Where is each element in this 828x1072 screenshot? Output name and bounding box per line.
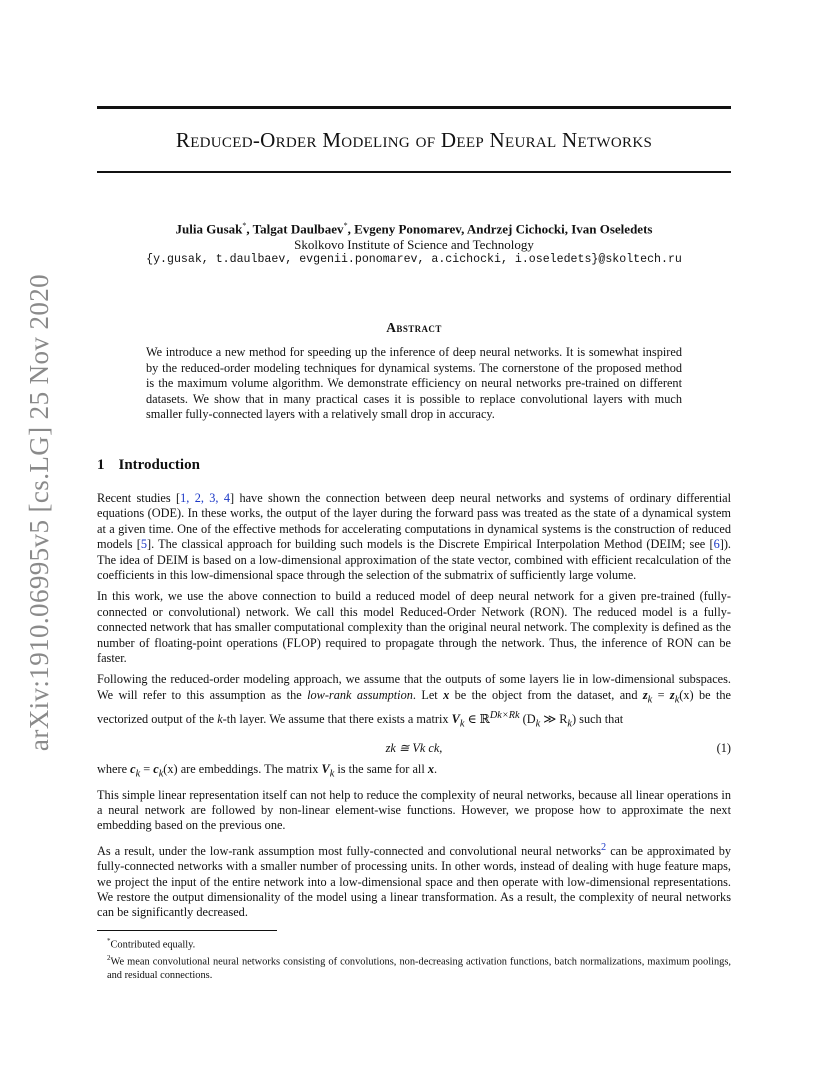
math-superscript: Dk×Rk [489,709,520,721]
text-run: ] have shown the connection between deep neural networks and systems of ordinary differential equations (ODE). In these works, the output of the layer during the forward pass was treated as the state of a dynamical system at a given time. One of the effective methods for accelerating computations in dynamical systems is the construction of reduced models [ [97,491,731,552]
title-top-rule [97,106,731,109]
author-names: , Evgeny Ponomarev, Andrzej Cichocki, Ivan Oseledets [347,221,653,237]
text-run: Following the reduced-order modeling approach, we assume that the outputs of some layers lie in low-dimensional subspaces. We will refer to this assumption as the [97,672,731,702]
equal-contribution-mark: * [343,221,348,230]
math-symbol: k [217,711,223,726]
author-list [97,221,731,237]
footnote-mark: * [107,937,111,945]
author-name: , Talgat Daulbaev [246,221,344,237]
footnote-text: We mean convolutional neural networks consisting of convolutions, non-decreasing activation functions, batch normalizations, maximum poolings, and residual connections. [107,956,731,981]
affiliation: Skolkovo Institute of Science and Technology [294,237,534,252]
footnote-rule [97,930,277,931]
text-run: (D [519,711,536,726]
math-subscript: k [329,768,335,780]
text-run: ∈ ℝ [464,711,490,726]
section-number: 1 [97,457,105,473]
section-title: Introduction [118,457,200,473]
math-symbol: x [427,761,434,776]
equation-1 [97,738,731,760]
text-run: (x) be the vectorized output of the [97,687,732,726]
body-text [97,491,731,927]
text-run: = [652,687,670,702]
text-run: (x) are embeddings. The matrix [163,761,322,776]
paragraph-5: This simple linear representation itself can not help to reduce the complexity of neural networks, because all linear operations in a neural network are followed by non-linear element-wise functions. However, we propose how to approximate the next embedding based on the previous one. [97,787,731,833]
text-run: As a result, under the low-rank assumption most fully-connected and convolutional neural networks [97,843,602,858]
footnote-link[interactable]: 2 [601,841,607,853]
citation-link[interactable]: 5 [140,537,147,552]
footnote-2 [97,952,731,981]
text-run: ]). The idea of DEIM is based on a low-dimensional approximation of the state vector, combined with efficient recalculation of the coefficients in this low-dimensional space through the selection of the submatrix of sufficiently large volume. [97,537,731,583]
math-symbol: c [130,761,136,776]
arxiv-id-text: arXiv:1910.06995v5 [cs.LG] 25 Nov 2020 [24,273,55,751]
paragraph-1 [97,491,731,583]
footnote-1 [97,935,731,951]
math-symbol: z [669,687,675,702]
text-run: ) such that [571,711,624,726]
text-run: is the same for all [334,761,428,776]
equation-number: (1) [716,740,731,755]
math-subscript: k [567,718,572,730]
citation-link[interactable]: 1, 2, 3, 4 [180,491,230,505]
text-run: where [97,761,131,776]
text-run: . [434,761,438,776]
title-bottom-rule [97,171,731,173]
arxiv-sidebar-stamp [20,272,60,752]
text-run: be the object from the dataset, and [449,687,643,702]
citation-link[interactable]: 6 [713,537,720,552]
abstract-heading: Abstract [386,320,442,335]
math-subscript: k [647,694,653,706]
emphasis: low-rank assumption [307,687,413,702]
paragraph-2: In this work, we use the above connection to build a reduced model of deep neural network for a given pre-trained (fully-connected or convolutional) network. We call this model Reduced-Order Network (RON). The reduced model is a fully-connected network that has smaller computational complexity than the original neural network. The complexity is defined as the number of floating-point operations (FLOP) required to propagate through the network. Thus, the inference of RON can be faster. [97,589,731,666]
abstract-text: We introduce a new method for speeding up the inference of deep neural networks. It is somewhat inspired by the reduced-order modeling techniques for dynamical systems. The cornerstone of the proposed method is the maximum volume algorithm. We demonstrate efficiency on neural networks pre-trained on different datasets. We show that in many practical cases it is possible to replace convolutional layers with much smaller fully-connected layers with a relatively small drop in accuracy. [146,345,682,421]
math-subscript: k [135,768,141,780]
math-symbol: V [321,761,330,776]
text-run: Recent studies [ [97,491,181,505]
footnote-mark: 2 [107,954,111,963]
paragraph-4 [97,762,731,782]
math-symbol: x [443,687,450,702]
math-symbol: c [153,761,159,776]
math-subscript: k [674,694,680,706]
footnote-text: Contributed equally. [110,939,196,951]
text-run: . Let [412,687,444,702]
footnotes [97,935,731,983]
text-run: -th layer. We assume that there exists a matrix [222,711,452,726]
math-subscript: k [535,718,541,730]
math-symbol: z [642,687,648,702]
equation-body: zk ≅ Vk ck, [385,740,443,755]
math-subscript: k [459,718,465,730]
section-heading [97,457,200,474]
author-emails: {y.gusak, t.daulbaev, evgenii.ponomarev, a.cichocki, i.oseledets}@skoltech.ru [146,253,682,266]
math-symbol: V [451,711,460,726]
text-run: ≫ R [540,711,568,726]
paragraph-3 [97,672,731,731]
text-run: = [140,761,154,776]
author-name: Julia Gusak [175,221,243,237]
paragraph-6 [97,840,731,921]
equal-contribution-mark: * [242,221,247,230]
text-run: can be approximated by fully-connected networks with a smaller number of processing units. In other words, instead of dealing with huge feature maps, we project the input of the entire network into a low-dimensional space and then operate with low-dimensional representations. We restore the output dimensionality of the model using a linear transformation. As a result, the complexity of neural networks can be significantly decreased. [97,843,731,920]
paper-title: Reduced-Order Modeling of Deep Neural Networks [175,128,653,152]
text-run: ]. The classical approach for building such models is the Discrete Empirical Interpolation Method (DEIM; see [ [146,537,714,552]
math-subscript: k [158,768,164,780]
